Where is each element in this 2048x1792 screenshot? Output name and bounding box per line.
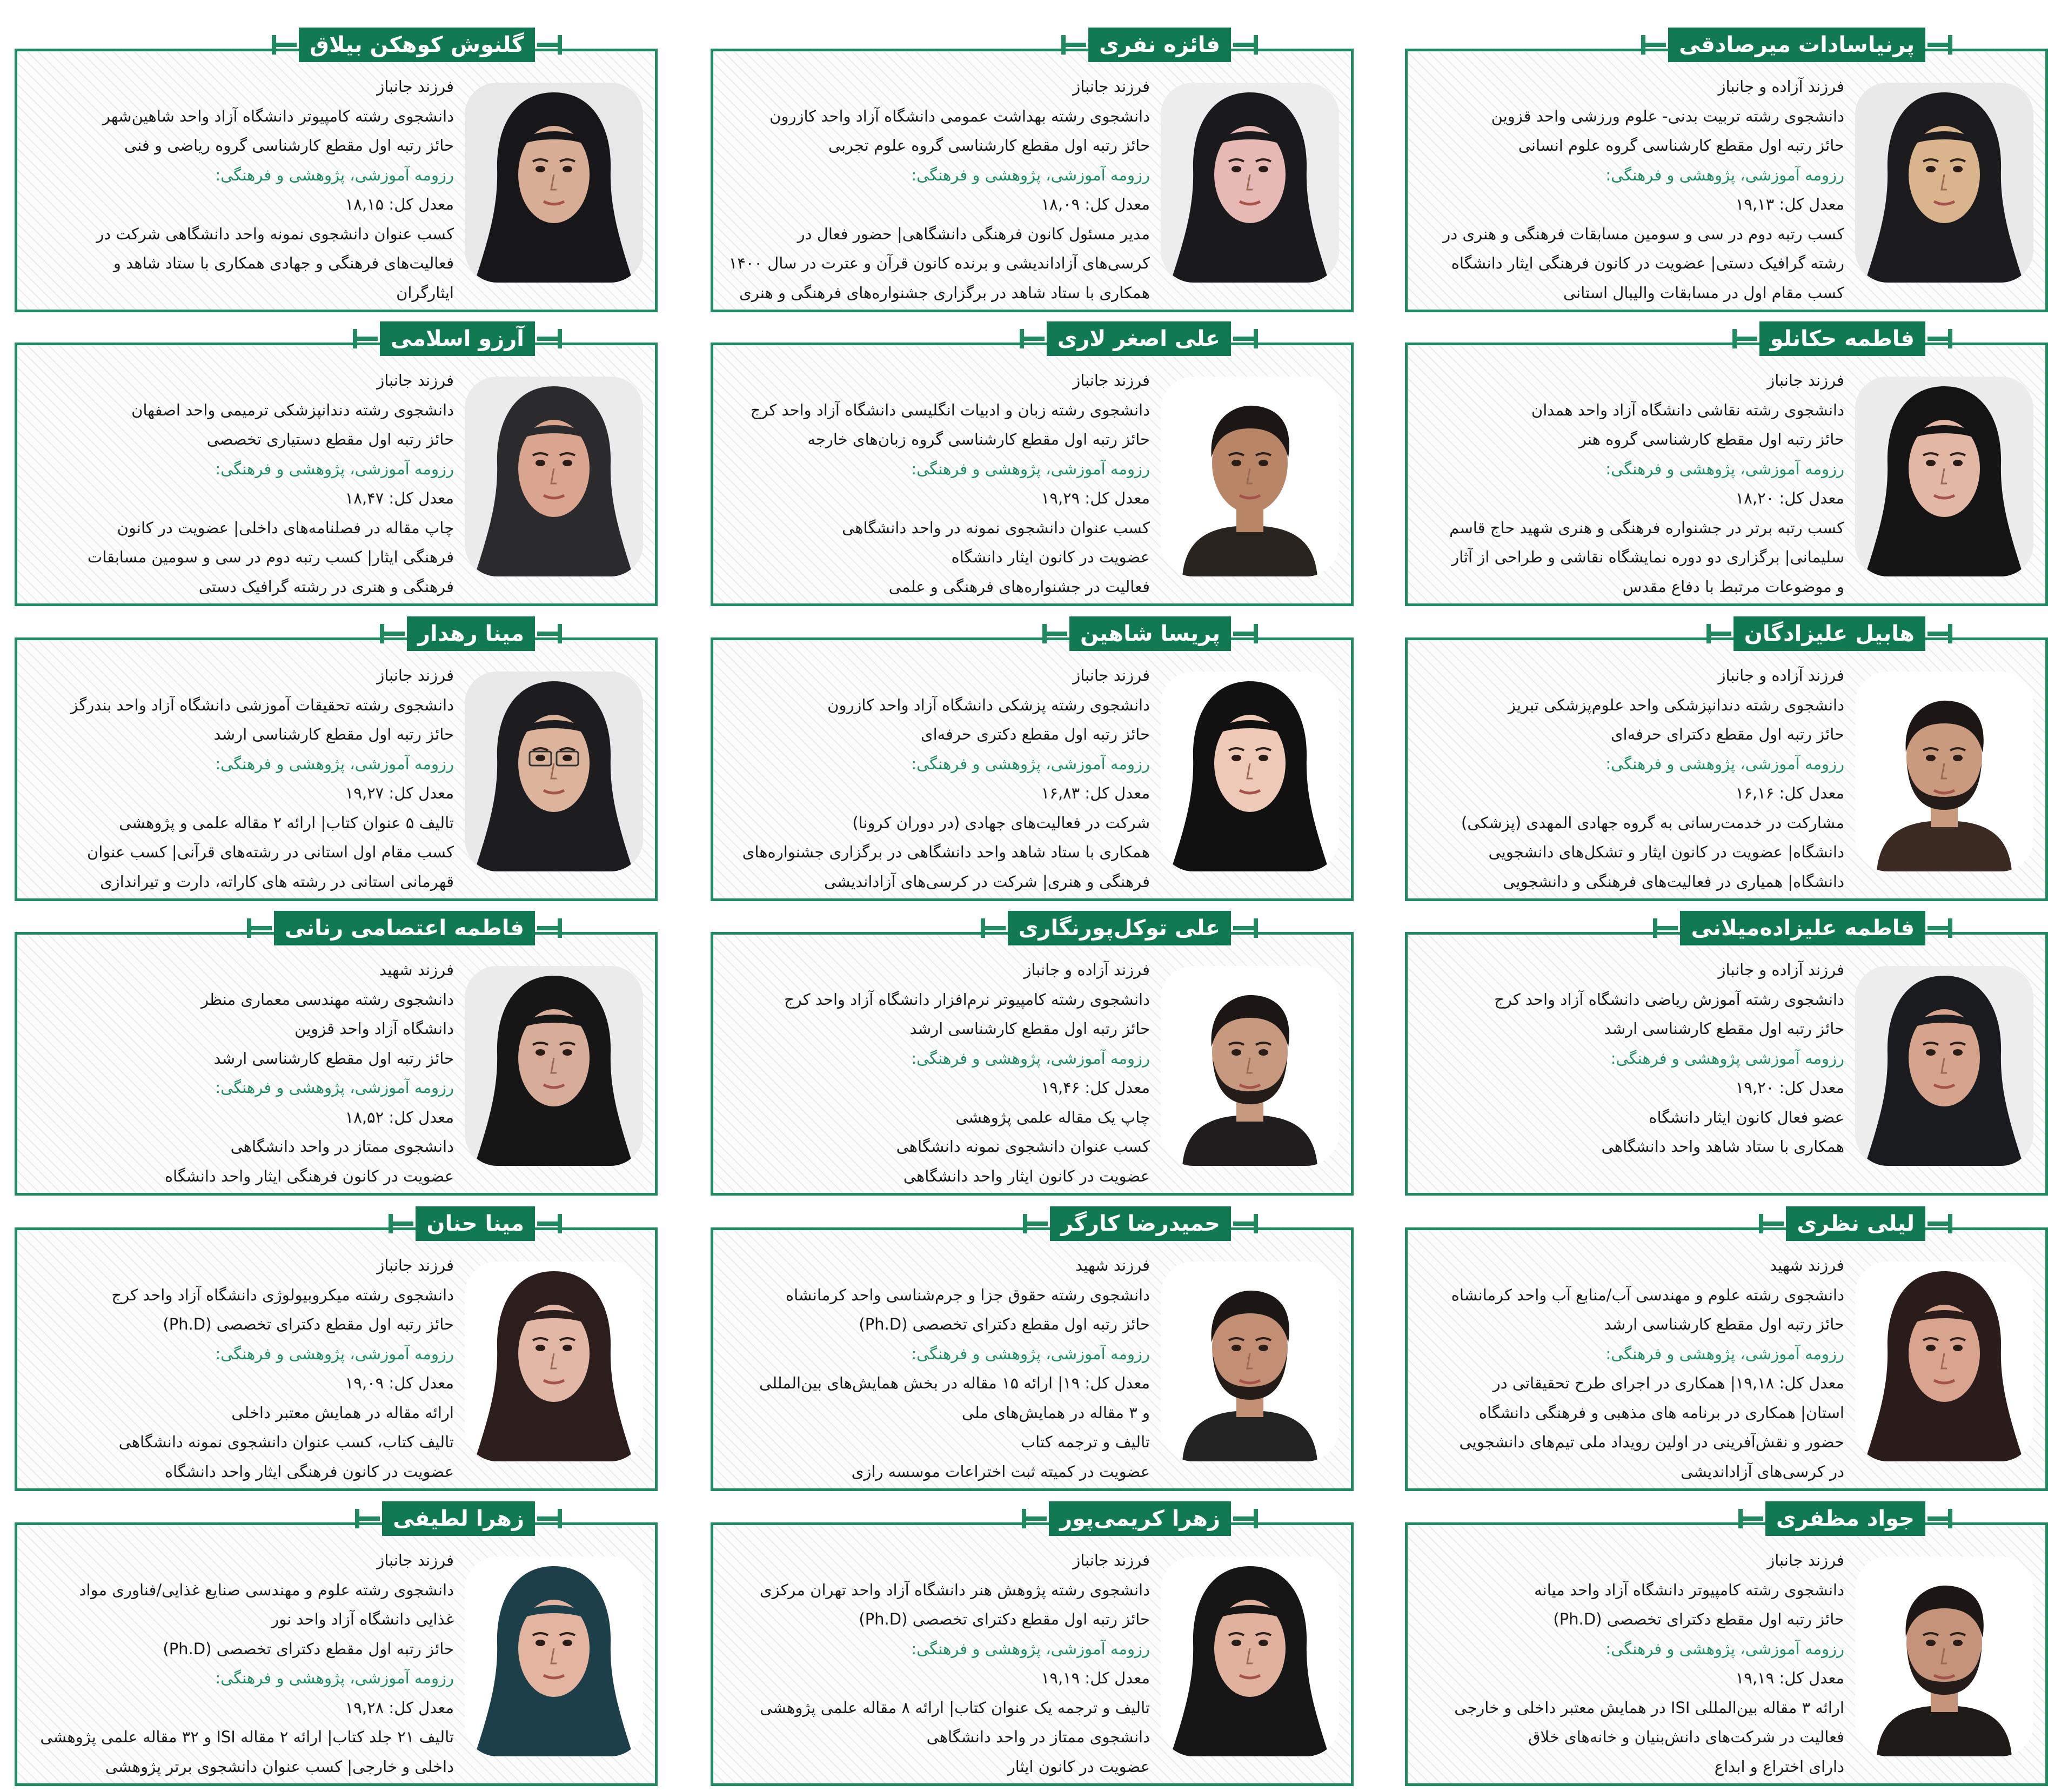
- info-line: حائز رتبه اول مقطع دکتری حرفه‌ای: [920, 725, 1150, 743]
- resume-heading: رزومه آموزشی، پژوهشی و فرهنگی:: [1605, 1639, 1844, 1658]
- name-bar-tick: [355, 1509, 359, 1528]
- info-line: تالیف و ترجمه کتاب: [1020, 1433, 1150, 1451]
- info-line: حائز رتبه اول مقطع کارشناسی گروه علوم انسانی: [1518, 136, 1844, 155]
- student-card: [15, 326, 658, 606]
- portrait-illustration: [465, 966, 643, 1166]
- student-info: [725, 72, 1150, 307]
- student-info: [29, 366, 454, 601]
- info-line: معدل کل: ۱۹,۲۷: [345, 784, 454, 802]
- student-info: [1420, 366, 1844, 601]
- student-name: [299, 28, 535, 62]
- info-line: معدل کل: ۱۹,۰۹: [345, 1374, 454, 1392]
- name-bar-tick: [558, 624, 562, 643]
- portrait-illustration: [1161, 1261, 1339, 1461]
- info-line: حائز رتبه اول مقطع کارشناسی ارشد: [213, 725, 454, 743]
- student-info: [725, 661, 1150, 896]
- info-line: حائز رتبه اول مقطع کارشناسی ارشد: [1604, 1315, 1844, 1333]
- student-card: [1405, 621, 2048, 901]
- student-photo: [1855, 1261, 2033, 1461]
- student-card: [711, 1506, 1354, 1786]
- portrait-illustration: [465, 377, 643, 576]
- info-line: فرزند جانباز: [1073, 77, 1150, 96]
- student-card: [711, 1211, 1354, 1491]
- name-bar-tick: [1759, 1214, 1763, 1233]
- portrait-illustration: [1855, 966, 2033, 1166]
- student-info: [1420, 661, 1844, 896]
- info-line: عضویت در کانون ایثار واحد دانشگاهی: [903, 1166, 1150, 1185]
- info-line: فرزند جانباز: [377, 371, 454, 390]
- name-bar-tick: [1020, 329, 1024, 348]
- resume-heading: رزومه آموزشی، پژوهشی و فرهنگی:: [1605, 165, 1844, 184]
- name-bar-tick: [1254, 35, 1258, 55]
- info-line: معدل کل: ۱۹,۲۸: [345, 1698, 454, 1717]
- info-line: معدل کل: ۱۹,۴۶: [1041, 1078, 1150, 1097]
- name-bar-tick: [1042, 624, 1047, 643]
- student-photo: [1161, 377, 1339, 576]
- name-bar-tick: [353, 329, 357, 348]
- info-line: فرزند جانباز: [1073, 371, 1150, 390]
- info-line: فرزند آزاده و جانباز: [1023, 961, 1150, 979]
- resume-heading: رزومه آموزشی، پژوهشی و فرهنگی:: [215, 1078, 454, 1097]
- portrait-illustration: [1855, 1261, 2033, 1461]
- info-line: استان| همکاری در برنامه های مذهبی و فرهنگی دانشگاه: [1478, 1403, 1844, 1422]
- student-photo: [465, 1556, 643, 1756]
- student-name: [1734, 616, 1925, 651]
- info-line: کرسی‌های آزاداندیشی و برنده کانون قرآن و عترت در سال ۱۴۰۰: [728, 254, 1150, 272]
- student-card: [711, 916, 1354, 1196]
- info-line: فرزند جانباز: [1767, 371, 1844, 390]
- portrait-illustration: [465, 1261, 643, 1461]
- name-bar-tick: [247, 918, 251, 938]
- name-bar-tick: [389, 1214, 393, 1233]
- student-name: [1680, 911, 1925, 945]
- info-line: غذایی دانشگاه آزاد واحد نور: [271, 1610, 454, 1628]
- name-bar-tick: [380, 624, 384, 643]
- student-info: [1420, 1251, 1844, 1486]
- info-line: کسب مقام اول استانی در رشته‌های قرآنی| کسب عنوان: [86, 843, 454, 861]
- info-line: دانشجوی رشته علوم و مهندسی صنایع غذایی/فناوری مواد: [79, 1580, 454, 1599]
- info-line: کسب رتبه برتر در جشنواره فرهنگی و هنری شهید حاج قاسم: [1449, 518, 1844, 537]
- info-line: همکاری با ستاد شاهد واحد دانشگاهی: [1601, 1137, 1844, 1156]
- name-bar-tick: [1948, 1214, 1952, 1233]
- student-card: [15, 916, 658, 1196]
- student-name: [1759, 321, 1925, 356]
- info-line: دانشجوی رشته زبان و ادبیات انگلیسی دانشگاه آزاد واحد کرج: [750, 400, 1150, 419]
- info-line: دانشجوی رشته بهداشت عمومی دانشگاه آزاد واحد کازرون: [769, 106, 1150, 125]
- student-name-text: فاطمه علیزاده‌میلانی: [1691, 916, 1915, 941]
- portrait-illustration: [1855, 83, 2033, 283]
- student-card: [1405, 326, 2048, 606]
- student-name: [1786, 1206, 1925, 1241]
- info-line: معدل کل: ۱۹,۱۸| همکاری در اجرای طرح تحقیقاتی در: [1493, 1374, 1844, 1392]
- resume-heading: رزومه آموزشی، پژوهشی و فرهنگی:: [215, 1344, 454, 1363]
- info-line: دانشجوی رشته پزشکی دانشگاه آزاد واحد کازرون: [827, 695, 1150, 714]
- info-line: معدل کل: ۱۶,۱۶: [1735, 784, 1844, 802]
- info-line: عضویت در کانون ایثار دانشگاه: [951, 548, 1150, 566]
- name-bar-tick: [1254, 1509, 1258, 1528]
- student-info: [725, 955, 1150, 1191]
- info-line: دانشجوی رشته تحقیقات آموزشی دانشگاه آزاد واحد بندرگز: [70, 695, 454, 714]
- info-line: حائز رتبه اول مقطع دکترای تخصصی (Ph.D): [859, 1315, 1150, 1333]
- info-line: عضویت در کانون فرهنگی ایثار واحد دانشگاه: [164, 1166, 454, 1185]
- name-bar-tick: [1948, 918, 1952, 938]
- student-name: [1069, 616, 1231, 651]
- name-bar-tick: [1023, 1214, 1027, 1233]
- student-info: [725, 1251, 1150, 1486]
- info-line: و موضوعات مرتبط با دفاع مقدس: [1622, 577, 1844, 596]
- student-name-text: جواد مظفری: [1776, 1506, 1915, 1531]
- portrait-illustration: [1161, 672, 1339, 871]
- name-bar-tick: [1641, 35, 1645, 55]
- info-line: دارای اختراع و ابداع: [1714, 1757, 1844, 1776]
- info-line: دانشجوی رشته کامپیوتر دانشگاه آزاد واحد شاهین‌شهر: [102, 106, 454, 125]
- info-line: دانشگاه| عضویت در کانون ایثار و تشکل‌های دانشجویی: [1488, 843, 1844, 861]
- student-name: [274, 911, 535, 945]
- student-card: [711, 326, 1354, 606]
- info-line: معدل کل: ۱۸,۱۵: [345, 195, 454, 213]
- portrait-illustration: [1161, 1556, 1339, 1756]
- info-line: قهرمانی استانی در رشته های کاراته، دارت و تیراندازی: [99, 872, 454, 891]
- info-line: کسب عنوان دانشجوی نمونه در واحد دانشگاهی: [842, 518, 1150, 537]
- student-photo: [1161, 1261, 1339, 1461]
- info-line: حائز رتبه اول مقطع کارشناسی گروه ریاضی و فنی: [124, 136, 454, 155]
- student-name-text: مینا رهدار: [418, 621, 524, 646]
- info-line: حائز رتبه اول مقطع کارشناسی ارشد: [213, 1049, 454, 1068]
- student-photo: [1161, 1556, 1339, 1756]
- info-line: مشارکت در خدمت‌رسانی به گروه جهادی المهدی (پزشکی): [1461, 813, 1844, 832]
- student-name: [1050, 1206, 1231, 1241]
- student-info: [725, 366, 1150, 601]
- student-name: [380, 321, 535, 356]
- info-line: فرزند آزاده و جانباز: [1718, 666, 1844, 684]
- name-bar-tick: [1254, 1214, 1258, 1233]
- info-line: حائز رتبه اول مقطع کارشناسی گروه علوم تجربی: [828, 136, 1150, 155]
- resume-heading: رزومه آموزشی، پژوهشی و فرهنگی:: [215, 754, 454, 773]
- info-line: رشته گرافیک دستی| عضویت در کانون فرهنگی ایثار دانشگاه: [1451, 254, 1844, 272]
- info-line: حائز رتبه اول مقطع دکترای تخصصی (Ph.D): [163, 1639, 454, 1658]
- student-info: [1420, 1546, 1844, 1781]
- portrait-illustration: [465, 1556, 643, 1756]
- info-line: چاپ مقاله در فصلنامه‌های داخلی| عضویت در کانون: [117, 518, 454, 537]
- student-name: [1088, 28, 1231, 62]
- info-line: حائز رتبه اول مقطع دکترای تخصصی (Ph.D): [1553, 1610, 1844, 1628]
- name-bar-tick: [1948, 1509, 1952, 1528]
- info-line: معدل کل: ۱۶,۸۳: [1041, 784, 1150, 802]
- portrait-illustration: [1855, 377, 2033, 576]
- info-line: فرزند جانباز: [377, 1256, 454, 1274]
- info-line: معدل کل: ۱۹,۱۹: [1735, 1669, 1844, 1687]
- student-info: [29, 955, 454, 1191]
- info-line: کسب عنوان دانشجوی نمونه واحد دانشگاهی شرکت در: [96, 224, 454, 243]
- info-line: کسب عنوان دانشجوی نمونه دانشگاهی: [896, 1137, 1150, 1156]
- name-bar-tick: [558, 1214, 562, 1233]
- name-bar-tick: [1948, 35, 1952, 55]
- resume-heading: رزومه آموزشی، پژوهشی و فرهنگی:: [215, 1669, 454, 1687]
- info-line: دانشجوی رشته نقاشی دانشگاه آزاد واحد همدان: [1531, 400, 1844, 419]
- portrait-illustration: [465, 672, 643, 871]
- info-line: کسب مقام اول در مسابقات والیبال استانی: [1563, 283, 1844, 302]
- student-card: [1405, 32, 2048, 312]
- info-line: فرزند جانباز: [1073, 666, 1150, 684]
- name-bar-tick: [272, 35, 276, 55]
- portrait-illustration: [1161, 966, 1339, 1166]
- info-line: فعالیت‌های فرهنگی و جهادی همکاری با ستاد شاهد و: [113, 254, 454, 272]
- student-photo: [1855, 83, 2033, 283]
- name-bar-tick: [1732, 329, 1737, 348]
- student-name-text: هابیل علیزادگان: [1744, 621, 1915, 646]
- student-name-text: زهرا کریمی‌پور: [1060, 1506, 1220, 1531]
- student-photo: [465, 672, 643, 871]
- info-line: فرزند آزاده و جانباز: [1718, 961, 1844, 979]
- resume-heading: رزومه آموزشی، پژوهشی و فرهنگی:: [911, 754, 1150, 773]
- info-line: دانشجوی رشته کامپیوتر نرم‌افزار دانشگاه آزاد واحد کرج: [784, 990, 1150, 1009]
- info-line: همکاری با ستاد شاهد واحد دانشگاهی در برگزاری جشنواره‌های: [742, 843, 1150, 861]
- info-line: چاپ یک مقاله علمی پژوهشی: [955, 1108, 1150, 1126]
- resume-heading: رزومه آموزشی، پژوهشی و فرهنگی:: [1605, 1344, 1844, 1363]
- info-line: حائز رتبه اول مقطع دکترای حرفه‌ای: [1610, 725, 1844, 743]
- info-line: معدل کل: ۱۸,۵۲: [345, 1108, 454, 1126]
- student-card: [15, 1506, 658, 1786]
- info-line: دانشجوی رشته حقوق جزا و جرم‌شناسی واحد کرمانشاه: [785, 1285, 1150, 1304]
- resume-heading: رزومه آموزشی، پژوهشی و فرهنگی:: [911, 165, 1150, 184]
- portrait-illustration: [1855, 672, 2033, 871]
- student-name-text: پریسا شاهین: [1080, 621, 1220, 646]
- student-photo: [465, 83, 643, 283]
- info-line: دانشجوی رشته دندانپزشکی واحد علوم‌پزشکی تبریز: [1508, 695, 1844, 714]
- student-photo: [1855, 672, 2033, 871]
- student-card: [711, 621, 1354, 901]
- student-name-text: لیلی نظری: [1797, 1211, 1915, 1236]
- info-line: دانشجوی رشته علوم و مهندسی آب/منابع آب واحد کرمانشاه: [1451, 1285, 1844, 1304]
- student-photo: [1161, 672, 1339, 871]
- info-line: تالیف کتاب، کسب عنوان دانشجوی نمونه دانشگاهی: [118, 1433, 454, 1451]
- student-card: [711, 32, 1354, 312]
- student-info: [29, 661, 454, 896]
- portrait-illustration: [1161, 377, 1339, 576]
- student-card: [15, 1211, 658, 1491]
- info-line: دانشگاه| همیاری در فعالیت‌های فرهنگی و دانشجویی: [1503, 872, 1844, 891]
- name-bar-tick: [1948, 624, 1952, 643]
- info-line: عضویت در کمیته ثبت اختراعات موسسه رازی: [851, 1462, 1150, 1481]
- portrait-illustration: [1161, 83, 1339, 283]
- info-line: فرزند آزاده و جانباز: [1718, 77, 1844, 96]
- student-name: [407, 616, 535, 651]
- info-line: حائز رتبه اول مقطع کارشناسی ارشد: [909, 1019, 1150, 1038]
- info-line: ایثارگران: [396, 283, 454, 302]
- info-line: و ۳ مقاله در همایش‌های ملی: [961, 1403, 1150, 1422]
- name-bar-tick: [1706, 624, 1711, 643]
- resume-heading: رزومه آموزشی، پژوهشی و فرهنگی:: [215, 165, 454, 184]
- student-name: [1008, 911, 1231, 945]
- info-line: حائز رتبه اول مقطع کارشناسی گروه زبان‌های خارجه: [807, 430, 1150, 448]
- info-line: فرزند جانباز: [1073, 1551, 1150, 1569]
- info-line: سلیمانی| برگزاری دو دوره نمایشگاه نقاشی و طراحی از آثار: [1451, 548, 1844, 566]
- student-photo: [465, 966, 643, 1166]
- student-info: [1420, 955, 1844, 1162]
- info-line: دانشجوی رشته تربیت بدنی- علوم ورزشی واحد قزوین: [1491, 106, 1844, 125]
- info-line: حائز رتبه اول مقطع دکترای تخصصی (Ph.D): [859, 1610, 1150, 1628]
- student-name-text: فائزه نفری: [1099, 32, 1220, 57]
- name-bar-tick: [1653, 918, 1657, 938]
- name-bar-tick: [1948, 329, 1952, 348]
- info-line: دانشگاه آزاد واحد قزوین: [295, 1019, 454, 1038]
- info-line: مدیر مسئول کانون فرهنگی دانشگاهی| حضور فعال در: [797, 224, 1150, 243]
- student-name-text: پرنیاسادات میرصادقی: [1679, 32, 1915, 57]
- info-line: حائز رتبه اول مقطع دستیاری تخصصی: [206, 430, 454, 448]
- student-name: [1049, 1501, 1231, 1536]
- info-line: فرزند جانباز: [377, 666, 454, 684]
- student-name: [1047, 321, 1231, 356]
- info-line: عضویت در کانون فرهنگی ایثار واحد دانشگاه: [164, 1462, 454, 1481]
- info-line: فعالیت در شرکت‌های دانش‌بنیان و خانه‌های خلاق: [1528, 1728, 1844, 1746]
- name-bar-tick: [558, 1509, 562, 1528]
- info-line: دانشجوی رشته مهندسی معماری منظر: [200, 990, 454, 1009]
- name-bar-tick: [558, 329, 562, 348]
- resume-heading: رزومه آموزشی، پژوهشی و فرهنگی:: [911, 1344, 1150, 1363]
- info-line: حائز رتبه اول مقطع دکترای تخصصی (Ph.D): [163, 1315, 454, 1333]
- name-bar-tick: [558, 35, 562, 55]
- info-line: دانشجوی رشته کامپیوتر دانشگاه آزاد واحد میانه: [1534, 1580, 1844, 1599]
- info-line: فرهنگی و هنری| شرکت در کرسی‌های آزاداندیشی: [824, 872, 1150, 891]
- student-info: [29, 1546, 454, 1781]
- info-line: معدل کل: ۱۹,۱۹: [1041, 1669, 1150, 1687]
- info-line: معدل کل: ۱۸,۰۹: [1041, 195, 1150, 213]
- student-card: [1405, 916, 2048, 1196]
- student-info: [29, 72, 454, 307]
- info-line: تالیف ۵ عنوان کتاب| ارائه ۲ مقاله علمی و پژوهشی: [119, 813, 454, 832]
- info-line: فعالیت در جشنواره‌های فرهنگی و علمی: [888, 577, 1150, 596]
- student-name: [416, 1206, 535, 1241]
- info-line: معدل کل: ۱۹,۲۹: [1041, 489, 1150, 507]
- name-bar-tick: [981, 918, 985, 938]
- student-photo: [1161, 966, 1339, 1166]
- student-name-text: مینا حنان: [426, 1211, 524, 1236]
- student-photo: [1855, 377, 2033, 576]
- info-line: معدل کل: ۱۸,۴۷: [345, 489, 454, 507]
- info-line: فرهنگی و هنری در رشته گرافیک دستی: [198, 577, 454, 596]
- student-name: [382, 1501, 535, 1536]
- name-bar-tick: [1061, 35, 1066, 55]
- info-line: داخلی و خارجی| کسب عنوان دانشجوی برتر پژوهشی: [105, 1757, 454, 1776]
- info-line: فرزند جانباز: [377, 1551, 454, 1569]
- student-name-text: فاطمه حکانلو: [1770, 326, 1915, 351]
- student-name-text: زهرا لطیفی: [393, 1506, 524, 1531]
- portrait-illustration: [465, 83, 643, 283]
- info-line: فرزند شهید: [1769, 1256, 1844, 1274]
- student-name: [1668, 28, 1925, 62]
- info-line: فرزند شهید: [1075, 1256, 1150, 1274]
- info-line: دانشجوی رشته میکروبیولوژی دانشگاه آزاد واحد کرج: [111, 1285, 454, 1304]
- resume-heading: رزومه آموزشی، پژوهشی و فرهنگی:: [1605, 459, 1844, 478]
- name-bar-tick: [1738, 1509, 1743, 1528]
- info-line: عضویت در کانون ایثار: [1007, 1757, 1150, 1776]
- info-line: عضو فعال کانون ایثار دانشگاه: [1649, 1108, 1844, 1126]
- info-line: دانشجوی رشته دندانپزشکی ترمیمی واحد اصفهان: [131, 400, 454, 419]
- info-line: همکاری با ستاد شاهد در برگزاری جشنواره‌های فرهنگی و هنری: [739, 283, 1150, 302]
- student-name-text: گلنوش کوهکن بیلاق: [310, 32, 524, 57]
- student-name-text: آرزو اسلامی: [390, 326, 524, 351]
- resume-heading: رزومه آموزشی، پژوهشی و فرهنگی:: [911, 1639, 1150, 1658]
- info-line: فرزند شهید: [379, 961, 454, 979]
- student-card: [1405, 1211, 2048, 1491]
- student-photo: [1161, 83, 1339, 283]
- student-info: [29, 1251, 454, 1486]
- student-photo: [1855, 1556, 2033, 1756]
- resume-heading: رزومه آموزشی پژوهشی و فرهنگی:: [1610, 1049, 1844, 1068]
- student-card: [1405, 1506, 2048, 1786]
- info-line: حائز رتبه اول مقطع کارشناسی گروه هنر: [1578, 430, 1844, 448]
- info-line: دانشجوی رشته آموزش ریاضی دانشگاه آزاد واحد کرج: [1494, 990, 1844, 1009]
- info-line: دانشجوی رشته پژوهش هنر دانشگاه آزاد واحد تهران مرکزی: [759, 1580, 1150, 1599]
- info-line: تالیف و ترجمه یک عنوان کتاب| ارائه ۸ مقاله علمی پژوهشی: [760, 1698, 1150, 1717]
- info-line: معدل کل: ۱۹| ارائه ۱۵ مقاله در بخش همایش‌های بین‌المللی: [759, 1374, 1150, 1392]
- student-photo: [1855, 966, 2033, 1166]
- resume-heading: رزومه آموزشی، پژوهشی و فرهنگی:: [911, 1049, 1150, 1068]
- student-card: [15, 32, 658, 312]
- student-photo: [465, 377, 643, 576]
- resume-heading: رزومه آموزشی، پژوهشی و فرهنگی:: [215, 459, 454, 478]
- name-bar-tick: [1254, 329, 1258, 348]
- info-line: دانشجوی ممتاز در واحد دانشگاهی: [926, 1728, 1150, 1746]
- resume-heading: رزومه آموزشی، پژوهشی و فرهنگی:: [911, 459, 1150, 478]
- info-line: معدل کل: ۱۸,۲۰: [1735, 489, 1844, 507]
- portrait-illustration: [1855, 1556, 2033, 1756]
- name-bar-tick: [558, 918, 562, 938]
- info-line: ارائه ۳ مقاله بین‌المللی ISI در همایش معتبر داخلی و خارجی: [1454, 1698, 1844, 1717]
- student-name: [1765, 1501, 1925, 1536]
- info-line: کسب رتبه دوم در سی و سومین مسابقات فرهنگی و هنری در: [1443, 224, 1844, 243]
- student-name-text: علی اصغر لاری: [1057, 326, 1220, 351]
- resume-heading: رزومه آموزشی، پژوهشی و فرهنگی:: [1605, 754, 1844, 773]
- student-info: [1420, 72, 1844, 307]
- info-line: فرزند جانباز: [377, 77, 454, 96]
- student-name-text: علی توکل‌پورنگاری: [1018, 916, 1220, 941]
- name-bar-tick: [1254, 918, 1258, 938]
- student-card: [15, 621, 658, 901]
- student-name-text: حمیدرضا کارگر: [1060, 1211, 1220, 1236]
- info-line: فرزند جانباز: [1767, 1551, 1844, 1569]
- info-line: حضور و نقش‌آفرینی در اولین رویداد ملی تیم‌های دانشجویی: [1459, 1433, 1844, 1451]
- student-name-text: فاطمه اعتصامی رنانی: [284, 916, 524, 941]
- info-line: شرکت در فعالیت‌های جهادی (در دوران کرونا): [852, 813, 1150, 832]
- info-line: فرهنگی ایثار| کسب رتبه دوم در سی و سومین مسابقات: [87, 548, 454, 566]
- info-line: دانشجوی ممتاز در واحد دانشگاهی: [230, 1137, 454, 1156]
- info-line: ارائه مقاله در همایش معتبر داخلی: [231, 1403, 454, 1422]
- info-line: معدل کل: ۱۹,۲۰: [1735, 1078, 1844, 1097]
- name-bar-tick: [1254, 624, 1258, 643]
- info-line: در کرسی‌های آزاداندیشی: [1681, 1462, 1844, 1481]
- info-line: حائز رتبه اول مقطع کارشناسی ارشد: [1604, 1019, 1844, 1038]
- name-bar-tick: [1022, 1509, 1026, 1528]
- info-line: معدل کل: ۱۹,۱۳: [1735, 195, 1844, 213]
- student-info: [725, 1546, 1150, 1781]
- student-photo: [465, 1261, 643, 1461]
- info-line: تالیف ۲۱ جلد کتاب| ارائه ۲ مقاله ISI و ۳۲ مقاله علمی پژوهشی: [40, 1728, 454, 1746]
